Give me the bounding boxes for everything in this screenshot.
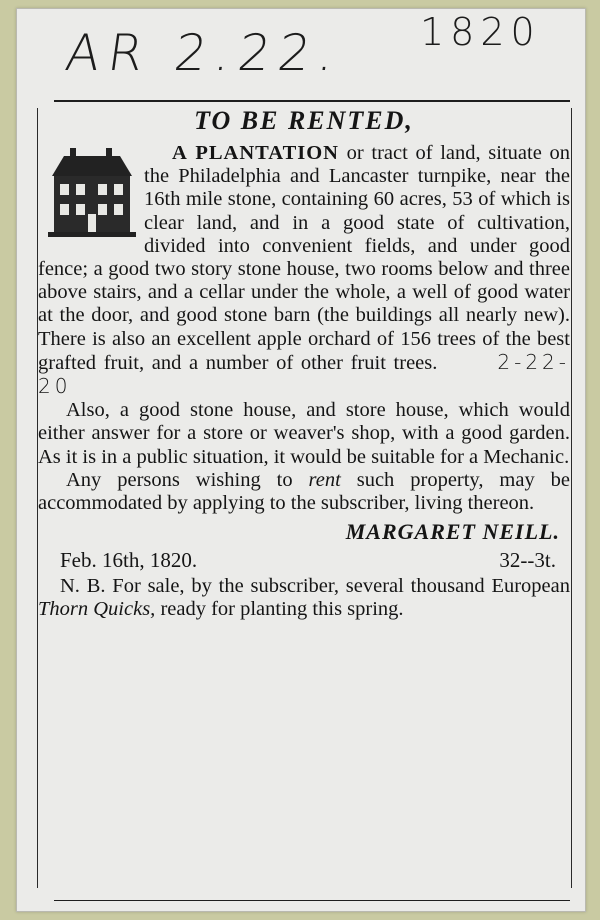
inquiry-paragraph xyxy=(38,469,570,515)
nb-emphasis: Thorn Quicks, xyxy=(38,598,156,621)
nb-text-end: ready for planting this spring. xyxy=(155,598,404,621)
nota-bene-paragraph xyxy=(38,575,570,621)
lead-paragraph-block xyxy=(38,142,570,399)
bottom-rule xyxy=(54,900,570,901)
dateline xyxy=(60,547,556,573)
inquiry-emphasis: rent xyxy=(308,468,341,491)
inquiry-text-end: such property, may be accommodated by applying to the subscriber, living thereon. xyxy=(38,468,570,515)
issue-reference: 32--3t. xyxy=(499,548,556,573)
advertisement xyxy=(38,104,570,622)
lead-caps: A PLANTATION xyxy=(172,142,339,164)
handwritten-catalog-number: AR 2.22. xyxy=(61,24,347,82)
handwritten-inline-date: 2-22-20 xyxy=(38,349,570,399)
handwritten-year: 1820 xyxy=(420,10,541,54)
store-house-paragraph: Also, a good stone house, and store house, which would either answer for a store or weaver's shop, with a good garden. As it is in a public situation, it would be suitable for a Mechanic. xyxy=(38,399,570,468)
advertisement-date: Feb. 16th, 1820. xyxy=(60,548,198,573)
nb-text-start: N. B. For sale, by the subscriber, several thousand European xyxy=(60,575,570,598)
right-column-rule xyxy=(571,108,572,888)
lead-text: or tract of land, situate on the Philadelphia and Lancaster turnpike, near the 16th mile stone, containing 60 acres, 53 of which is clear land, and in a good state of cultivation, divided into convenient fields, and under good fence; a good two story stone house, two rooms below and three above stairs, and a cellar under the whole, a well of good water at the door, and good stone barn (the buildings all nearly new). There is also an excellent apple orchard of 156 trees of the best grafted fruit, and a number of other fruit trees. xyxy=(38,142,570,374)
advertisement-heading: TO BE RENTED, xyxy=(194,106,414,135)
house-woodcut-icon xyxy=(44,142,138,240)
top-rule xyxy=(54,100,570,102)
signature: MARGARET NEILL. xyxy=(345,519,560,545)
inquiry-text-start: Any persons wishing to xyxy=(66,468,309,491)
